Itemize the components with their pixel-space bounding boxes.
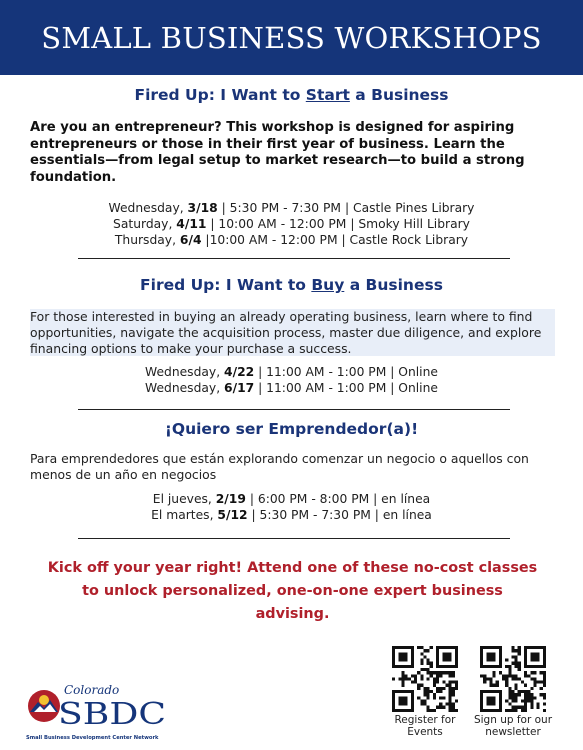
session-row: Wednesday, 3/18 | 5:30 PM - 7:30 PM | Castle Pines Library <box>108 201 475 215</box>
logo-tagline: Small Business Development Center Network <box>26 735 159 741</box>
session-row: El jueves, 2/19 | 6:00 PM - 8:00 PM | en línea <box>152 492 431 506</box>
divider <box>78 538 510 539</box>
page-title: SMALL BUSINESS WORKSHOPS <box>41 20 542 55</box>
logo-colorado-text: Colorado <box>64 683 120 697</box>
spanish-description: Para emprendedores que están explorando comenzar un negocio o aquellos con menos de un año en negocios <box>30 451 529 482</box>
start-section-title: Fired Up: I Want to Start a Business <box>134 86 449 104</box>
spanish-section-title: ¡Quiero ser Emprendedor(a)! <box>164 420 419 438</box>
divider <box>78 409 510 410</box>
spanish-schedule <box>0 491 583 523</box>
session-row: Wednesday, 6/17 | 11:00 AM - 1:00 PM | Online <box>145 381 438 396</box>
session-row: Saturday, 4/11 | 10:00 AM - 12:00 PM | Smoky Hill Library <box>113 217 470 232</box>
buy-section-title: Fired Up: I Want to Buy a Business <box>140 276 443 294</box>
buy-section <box>0 276 583 294</box>
register-label: Register for Events <box>394 714 456 738</box>
logo-sbdc-text: SBDC <box>58 697 166 732</box>
spanish-section <box>0 420 583 438</box>
register-qr-code[interactable] <box>392 646 458 712</box>
newsletter-qr-code[interactable] <box>480 646 546 712</box>
session-row: Wednesday, 4/22 | 11:00 AM - 1:00 PM | Online <box>145 365 438 379</box>
logo-emblem-icon <box>28 690 60 722</box>
newsletter-label: Sign up for our newsletter <box>473 714 553 738</box>
buy-emphasis: Buy <box>311 276 345 294</box>
call-to-action: Kick off your year right! Attend one of these no-cost classes to unlock personalized, one-on-one expert business advising. <box>47 560 538 622</box>
divider <box>78 258 510 259</box>
session-row: Thursday, 6/4 |10:00 AM - 12:00 PM | Castle Rock Library <box>114 233 469 248</box>
start-section <box>0 86 583 104</box>
buy-description: For those interested in buying an already operating business, learn where to find opportunities, navigate the acquisition process, master due diligence, and explore financing options to make your purchase a success. <box>30 309 555 356</box>
start-description: Are you an entrepreneur? This workshop is designed for aspiring entrepreneurs or those in their first year of business. Learn the essentials—from legal setup to market research—to build a strong foundation. <box>30 120 525 185</box>
header-banner <box>0 0 583 75</box>
start-emphasis: Start <box>305 86 350 104</box>
buy-schedule <box>0 364 583 396</box>
colorado-sbdc-logo <box>24 680 184 744</box>
session-row: El martes, 5/12 | 5:30 PM - 7:30 PM | en línea <box>151 508 432 523</box>
start-schedule <box>0 200 583 249</box>
